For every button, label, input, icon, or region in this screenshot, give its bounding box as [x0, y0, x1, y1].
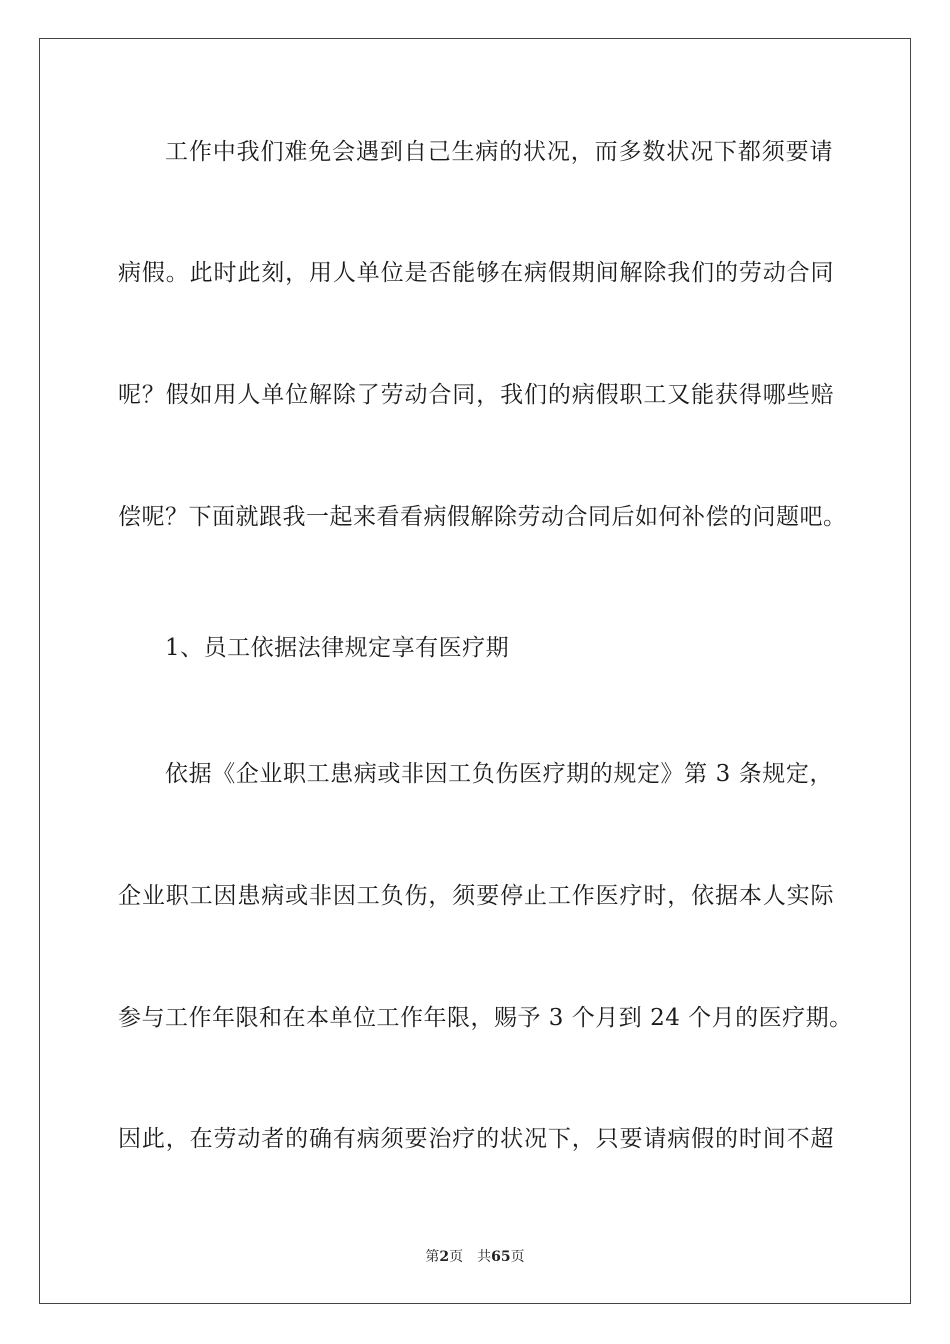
page-footer [0, 1246, 950, 1266]
page-border [39, 38, 911, 1304]
page-number: 2 [439, 1249, 450, 1265]
total-suffix: 页 [510, 1249, 525, 1265]
paragraph-line-2: 病假。此时此刻，用人单位是否能够在病假期间解除我们的劳动合同 [118, 260, 834, 286]
page-suffix: 页 [449, 1249, 464, 1265]
paragraph-line-3: 呢？假如用人单位解除了劳动合同，我们的病假职工又能获得哪些赔 [118, 382, 834, 408]
paragraph-line-1: 工作中我们难免会遇到自己生病的状况，而多数状况下都须要请 [165, 139, 833, 165]
total-pages: 65 [491, 1249, 511, 1265]
paragraph-line-9: 因此，在劳动者的确有病须要治疗的状况下，只要请病假的时间不超 [118, 1126, 834, 1152]
section-heading: 1、员工依据法律规定享有医疗期 [165, 635, 510, 661]
paragraph-line-8: 参与工作年限和在本单位工作年限，赐予 3 个月到 24 个月的医疗期。 [118, 1005, 853, 1031]
total-prefix: 共 [477, 1249, 492, 1265]
page-prefix: 第 [425, 1249, 440, 1265]
paragraph-line-4: 偿呢？下面就跟我一起来看看病假解除劳动合同后如何补偿的问题吧。 [118, 504, 847, 530]
paragraph-line-6: 依据《企业职工患病或非因工负伤医疗期的规定》第 3 条规定， [165, 761, 833, 787]
paragraph-line-7: 企业职工因患病或非因工负伤，须要停止工作医疗时，依据本人实际 [118, 883, 834, 909]
